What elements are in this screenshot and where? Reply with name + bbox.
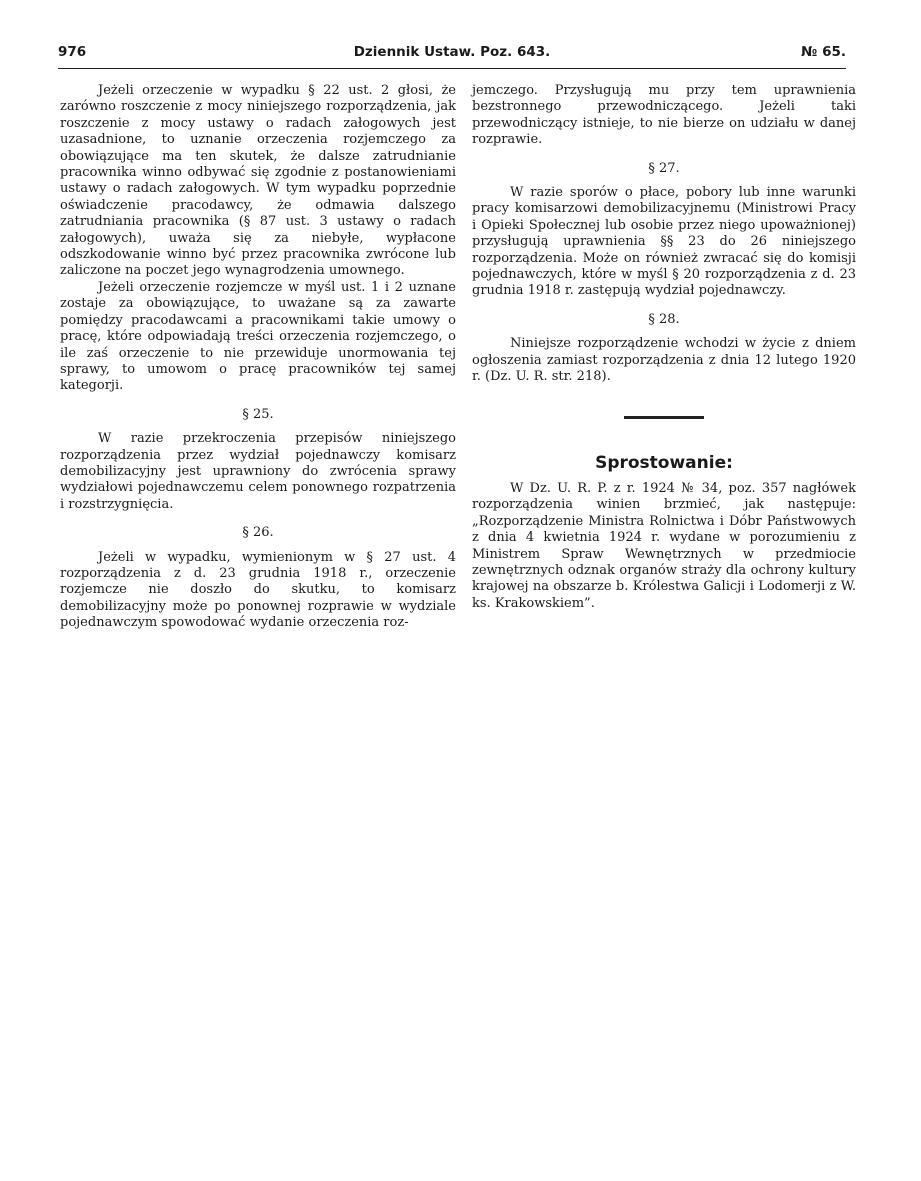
issue-number: № 65. [801,44,846,60]
paragraph: Jeżeli orzeczenie w wypadku § 22 ust. 2 głosi, że zarówno roszczenie z mocy niniejszego rozporządzenia, jak roszczenie z mocy ustawy o radach załogowych jest uzasadnione, to uznanie orzeczenia rozjemczego za obowiązujące ma ten skutek, że dalsze zatrudnianie pracownika winno odbywać się zgodnie z postanowieniami ustawy o radach załogowych. W tym wypadku poprzednie oświadczenie pracodawcy, że odmawia dalszego zatrudniania pracownika (§ 87 ust. 3 ustawy o radach załogowych), uważa się za niebyłe, wypłacone odszkodowanie winno być przez pracownika zwrócone lub zaliczone na poczet jego wynagrodzenia umownego. [60,83,456,279]
paragraph: Jeżeli w wypadku, wymienionym w § 27 ust. 4 rozporządzenia z d. 23 grudnia 1918 r., orzeczenie rozjemcze nie doszło do skutku, to komisarz demobilizacyjny może po ponownej rozprawie w wydziale pojednawczym spowodować wydanie orzeczenia roz- [60,549,456,631]
right-column [472,83,856,612]
paragraph: W Dz. U. R. P. z r. 1924 № 34, poz. 357 nagłówek rozporządzenia winien brzmieć, jak następuje: „Rozporządzenie Ministra Rolnictwa i Dóbr Państwowych z dnia 4 kwietnia 1924 r. wydane w porozumieniu z Ministrem Spraw Wewnętrznych w przedmiocie zewnętrznych odznak organów straży dla ochrony kultury krajowej na obszarze b. Królestwa Galicji i Lodomerji z W. ks. Krakowskiem”. [472,480,856,611]
paragraph: W razie sporów o płace, pobory lub inne warunki pracy komisarzowi demobilizacyjnemu (Ministrowi Pracy i Opieki Społecznej lub osobie przez niego upoważnionej) przysługują uprawnienia §§ 23 do 26 niniejszego rozporządzenia. Może on również zwracać się do komisji pojednawczych, które w myśl § 20 rozporządzenia z d. 23 grudnia 1918 r. zastępują wydział pojednawczy. [472,185,856,299]
section-divider [624,416,704,419]
page-number: 976 [58,44,87,60]
left-column [60,83,456,632]
header-rule [58,68,846,69]
paragraph: W razie przekroczenia przepisów niniejszego rozporządzenia przez wydział pojednawczy komisarz demobilizacyjny jest uprawniony do zwrócenia sprawy wydziałowi pojednawczemu celem ponownego rozpatrzenia i rozstrzygnięcia. [60,431,456,512]
journal-title: Dziennik Ustaw. Poz. 643. [353,44,551,60]
correction-title: Sprostowanie: [595,452,733,473]
section-heading-27: § 27. [648,160,680,176]
section-heading-25: § 25. [242,406,274,422]
section-heading-28: § 28. [648,311,680,327]
paragraph: jemczego. Przysługują mu przy tem uprawnienia bezstronnego przewodniczącego. Jeżeli taki przewodniczący istnieje, to nie bierze on udziału w danej rozprawie. [472,83,856,148]
paragraph: Jeżeli orzeczenie rozjemcze w myśl ust. 1 i 2 uznane zostaje za obowiązujące, to uważane są za zawarte pomiędzy pracodawcami a pracownikami takie umowy o pracę, które odpowiadają treści orzeczenia rozjemczego, o ile zaś orzeczenie to nie przewiduje unormowania tej sprawy, to umowom o pracę pracowników tej samej kategorji. [60,279,456,394]
paragraph: Niniejsze rozporządzenie wchodzi w życie z dniem ogłoszenia zamiast rozporządzenia z dnia 12 lutego 1920 r. (Dz. U. R. str. 218). [472,336,856,385]
page-header [58,44,846,68]
section-heading-26: § 26. [242,525,274,541]
